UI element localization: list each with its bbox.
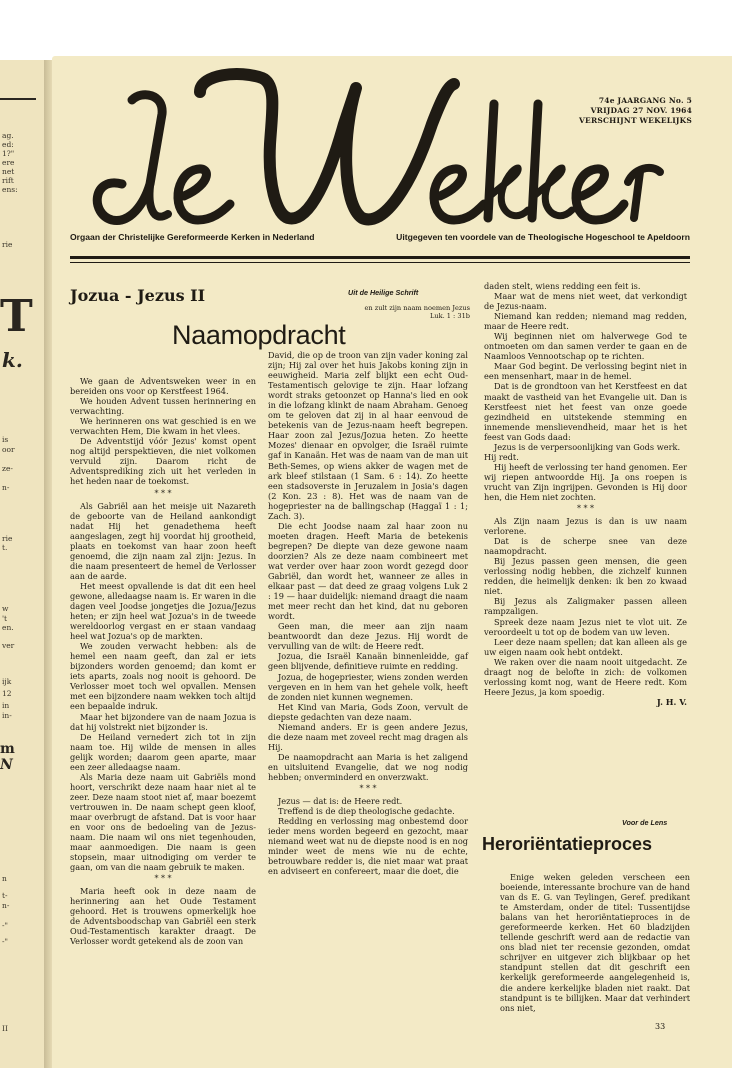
paragraph: Jozua, de hogepriester, wiens zonden werden vergeven en in hem van het gehele volk, heeft de zonden niet kunnen wegnemen.: [268, 671, 468, 702]
paragraph: Maar wat de mens niet weet, dat verkondigt de Jezus-naam.: [484, 291, 687, 312]
prev-fragment: n-: [2, 901, 10, 910]
column-2: [268, 350, 468, 876]
paragraph: Jezus is de verpersoonlijking van Gods werk.: [494, 441, 681, 452]
paragraph: De Heiland vernedert zich tot in zijn naam toe. Hij wilde de mensen in alles gelijk worden; daarom geen aparte, maar een zeer alledaagse naam.: [70, 731, 256, 772]
prev-fragment: n: [2, 874, 7, 883]
prev-fragment: in-: [2, 711, 12, 720]
paragraph: Maar God begint. De verlossing begint niet in een mensenhart, maar in de hemel.: [484, 361, 687, 382]
prev-fragment: ze-: [2, 464, 13, 473]
prev-fragment: is: [2, 435, 9, 444]
prev-fragment: II: [2, 1024, 8, 1033]
paragraph: Als Zijn naam Jezus is dan is uw naam verlorene.: [484, 516, 687, 537]
paragraph: Enige weken geleden verscheen een boeiende, interessante brochure van de hand van ds E. G. van Teylingen, Geref. predikant te Amsterdam, onder de titel: Tussentijdse balans van het heroriëntatieproces in de gereformeerde kerken. Het 60 bladzijden tellende geschrift werd aan de redactie van ons blad niet ter recensie gezonden, omdat schrijver en uitgever zich blijkbaar op het standpunt stellen dat dit geschrift een kerkelijk gereformeerde aangelegenheid is, die andere kerkelijke bladen niet raakt. Dat standpunt is te billijken. Maar dat verhindert ons niet,: [500, 872, 690, 1013]
paragraph: We herinneren ons wat geschied is en we verwachten Hem, Die kwam in het vlees.: [70, 416, 256, 437]
paragraph: Bij Jezus passen geen mensen, die geen verlossing nodig hebben, die zichzelf kunnen redden, die heimelijk denken: ik ben zo kwaad niet.: [484, 556, 687, 597]
paragraph: Spreek deze naam Jezus niet te vlot uit. Ze veroordeelt u tot op de bodem van uw leven.: [484, 616, 687, 637]
paragraph: Het Kind van Maria, Gods Zoon, vervult de diepste gedachten van deze naam.: [268, 701, 468, 722]
paragraph: Jozua, die Israël Kanaän binnenleidde, gaf geen blijvende, definitieve ruimte en redding.: [268, 651, 468, 672]
newspaper-page: [52, 56, 732, 1068]
publisher-line: Uitgegeven ten voordele van de Theologische Hogeschool te Apeldoorn: [396, 232, 690, 242]
paragraph: We houden Advent tussen herinnering en verwachting.: [70, 396, 256, 417]
paragraph: We raken over die naam nooit uitgedacht. Ze draagt nog de belofte in zich: de volkomen verlossing komt nog, want de Heere redt. Kom Heere Jezus, ja kom spoedig.: [484, 656, 687, 697]
motto-reference: Luk. 1 : 31b: [429, 312, 470, 320]
paragraph: Het meest opvallende is dat dit een heel gewone, alledaagse naam is. Er waren in die dagen veel Joodse jongetjes die Jozua/Jezus heten; er zijn heel wat Jozua's in de tweede wereldoorlog vergast en er staan vandaag heel wat Jozua's op de markten.: [70, 580, 256, 642]
paragraph: Leer deze naam spellen; dat kan alleen als ge uw eigen naam ook hebt ontdekt.: [484, 636, 687, 657]
prev-fragment: ag.: [2, 131, 14, 140]
prev-fragment: w: [2, 604, 9, 613]
rubric-label: Uit de Heilige Schrift: [348, 288, 419, 297]
prev-fragment: t.: [2, 543, 8, 552]
prev-fragment: n-: [2, 483, 10, 492]
prev-fragment: -": [2, 921, 8, 930]
prev-fragment: rift: [2, 176, 14, 185]
paragraph: Bij Jezus als Zaligmaker passen alleen rampzaligen.: [484, 596, 687, 617]
prev-fragment: ed:: [2, 140, 14, 149]
column-3: [484, 281, 687, 707]
issue-frequency: VERSCHIJNT WEKELIJKS: [579, 116, 692, 125]
paragraph: Hij redt.: [484, 451, 519, 462]
prev-fragment: 12: [2, 689, 12, 698]
paragraph: We zouden verwacht hebben: als de hemel een naam geeft, dan zal er iets bijzonders worden genoemd; dan komt er iets aparts, zoals nog nooit is gehoord. De Verlosser moet toch wel opvallen. Mensen met een bijzondere naam wekken toch altijd een bepaalde indruk.: [70, 641, 256, 712]
prev-fragment: oor: [2, 445, 15, 454]
section-divider: * * *: [359, 784, 377, 794]
prev-fragment: -": [2, 937, 8, 946]
article2-body: [500, 872, 690, 1013]
prev-fragment: ver: [2, 641, 15, 650]
paragraph: We gaan de Adventsweken weer in en bereiden ons voor op Kerstfeest 1964.: [70, 376, 256, 397]
paragraph: Redding en verlossing mag onbestemd door ieder mens worden begeerd en gezocht, maar niemand weet wat nu de diepste nood is en nog minder weet de mens wie nu de echte, betrouwbare redder is, die niet maar wat praat en adviseert en confereert, maar die doet, die: [268, 816, 468, 877]
article2-title: Heroriëntatieproces: [482, 834, 653, 854]
prev-page-rule: [0, 98, 36, 100]
page-number: 33: [655, 1022, 666, 1031]
prev-fragment: T: [0, 291, 33, 342]
paragraph: daden stelt, wiens redding een feit is.: [484, 281, 641, 291]
prev-fragment: 1?": [2, 149, 15, 158]
prev-fragment: en.: [2, 623, 14, 632]
paragraph: De naamopdracht aan Maria is het zaligend en uitsluitend Evangelie, dat we nog nodig hebben; onverminderd en onverzwakt.: [268, 751, 468, 782]
column-1: [70, 376, 256, 947]
scripture-motto: [338, 304, 470, 320]
author-signature: J. H. V.: [656, 696, 687, 707]
section-divider: * * *: [154, 488, 172, 498]
masthead-rule-thin: [70, 262, 690, 263]
paragraph: Hij heeft de verlossing ter hand genomen. Eer wij riepen antwoordde Hij. Ja ons roepen is vrucht van Zijn ingrijpen. Gevonden is Hij door hen, die Hem niet zochten.: [484, 461, 687, 502]
prev-fragment: rie: [2, 240, 13, 249]
orgaan-line: Orgaan der Christelijke Gereformeerde Kerken in Nederland: [70, 232, 315, 242]
paragraph: Geen man, die meer aan zijn naam beantwoordt dan deze Jezus. Hij wordt de vervulling van de wilt: de Heere redt.: [268, 621, 468, 652]
issue-date: VRIJDAG 27 NOV. 1964: [590, 106, 692, 115]
rubric-label-2: Voor de Lens: [622, 818, 668, 827]
prev-fragment: t-: [2, 891, 8, 900]
paragraph: Als Maria deze naam uit Gabriëls mond hoort, verschrikt deze naam haar niet al te zeer. Deze naam stoot niet af, maar boezemt vertrouwen in. De naam schept geen kloof, maar overbrugt de afstand. Dat is voor haar en voor ons de bedoeling van de Jezus-naam. Die naam wil ons niet tegenhouden, maar aanmoedigen. Die naam is geen stopsein, maar uitnodiging om verder te gaan, om van die naam gebruik te maken.: [70, 771, 256, 873]
paragraph: Als Gabriël aan het meisje uit Nazareth de geboorte van de Heiland aankondigt nadat Hij het genadethema heeft aangeslagen, zegt hij voordat hij grootheid, plaats en toekomst van haar zoon heeft genoemd, die zijn naam zal zijn: Jezus. In die naam presenteert de hemel de Verlosser aan de aarde.: [70, 500, 256, 581]
masthead-rule: [70, 256, 690, 259]
paragraph: Treffend is de diep theologische gedachte.: [278, 806, 455, 817]
prev-fragment: ens:: [2, 185, 18, 194]
prev-fragment: rie: [2, 534, 13, 543]
prev-fragment: 't: [2, 614, 8, 623]
paragraph: Die echt Joodse naam zal haar zoon nu moeten dragen. Heeft Maria de betekenis begrepen? De diepte van deze gewone naam doorzien? Als ze deze naam combineert met wat verder over haar zoon wordt gezegd door Gabriël, dan wordt het, wanneer ze alles in elkaar past — dat deed ze graag volgens Luk 2 : 19 — haar duidelijk: niemand draagt die naam met meer recht dan het kind, dat nu geboren wordt.: [268, 520, 468, 622]
prev-fragment: k.: [2, 348, 23, 372]
prev-fragment: in: [2, 701, 10, 710]
paragraph: Jezus — dat is: de Heere redt.: [278, 796, 403, 807]
previous-page-edge: [0, 60, 46, 1068]
prev-fragment: ijk: [2, 677, 12, 686]
issue-volume: 74e JAARGANG No. 5: [598, 96, 692, 105]
motto-text: en zult zijn naam noemen Jezus: [364, 304, 470, 312]
prev-fragment: net: [2, 167, 15, 176]
paragraph: Maar het bijzondere van de naam Jozua is dat hij volstrekt niet bijzonder is.: [70, 711, 256, 732]
prev-fragment: N: [0, 757, 13, 773]
paragraph: Niemand anders. Er is geen andere Jezus, die deze naam met zoveel recht mag dragen als Hij.: [268, 721, 468, 752]
paragraph: David, die op de troon van zijn vader koning zal zijn; Hij zal over het huis Jakobs koning zijn in eeuwigheid. Maria zelf blijkt een echt Oud-Testamentisch gelovige te zijn. Haar lofzang wordt straks getoonzet op Hanna's lied en ook in die lofzang klinkt de naam Abraham. Genoeg om te geloven dat zij in al haar eenvoud de betekenis van de Jezus-naam heeft begrepen. Haar zoon zal Jezus/Jozua heten. Zo heette Mozes' dienaar en opvolger, die Israël ruimte gaf in Kanaän. Het was de naam van de man uit Beth-Semes, op wiens akker de wagen met de ark bleef stilstaan (1 Sam. 6 : 14). Zo heette een stadsoverste in Jeruzalem in Josia's dagen (2 Kon. 23 : 8). Het was de naam van de hogepriester na de ballingschap (Haggaï 1 : 1; Zach. 3).: [268, 350, 468, 521]
article-subtitle: Naamopdracht: [172, 320, 346, 350]
section-divider: * * *: [154, 874, 172, 884]
paragraph: Maria heeft ook in deze naam de herinnering aan het Oude Testament gehoord. Het is trouwens opmerkelijk hoe de Adventsboodschap van Gabriël een sterk Oud-Testamentisch karakter draagt. De Verlosser wordt getekend als de zoon van: [70, 886, 256, 947]
paragraph: Niemand kan redden; niemand mag redden, maar de Heere redt.: [484, 311, 687, 332]
prev-fragment: m: [0, 741, 15, 757]
paragraph: De Adventstijd vóór Jezus' komst opent nog altijd perspektieven, die niet volkomen vervuld zijn. Daarom richt de Adventsprediking zich uit het verleden in het heden naar de toekomst.: [70, 436, 256, 487]
paragraph: Dat is de scherpe snee van deze naamopdracht.: [484, 536, 687, 557]
prev-fragment: ere: [2, 158, 15, 167]
article-title: Jozua - Jezus II: [70, 286, 206, 305]
paragraph: Wij beginnen niet om halverwege God te ontmoeten om dan samen verder te gaan en de Naamloos Vennootschap op te richten.: [484, 331, 687, 362]
paragraph: Dat is de grondtoon van het Kerstfeest en dat maakt de vastheid van het Evangelie uit. Dan is Kerstfeest niet het feest van onze goede gezindheid en uitstekende stemming en innemende menslievendheid, maar het is het feest van Gods daad:: [484, 381, 687, 442]
section-divider: * * *: [576, 504, 595, 514]
